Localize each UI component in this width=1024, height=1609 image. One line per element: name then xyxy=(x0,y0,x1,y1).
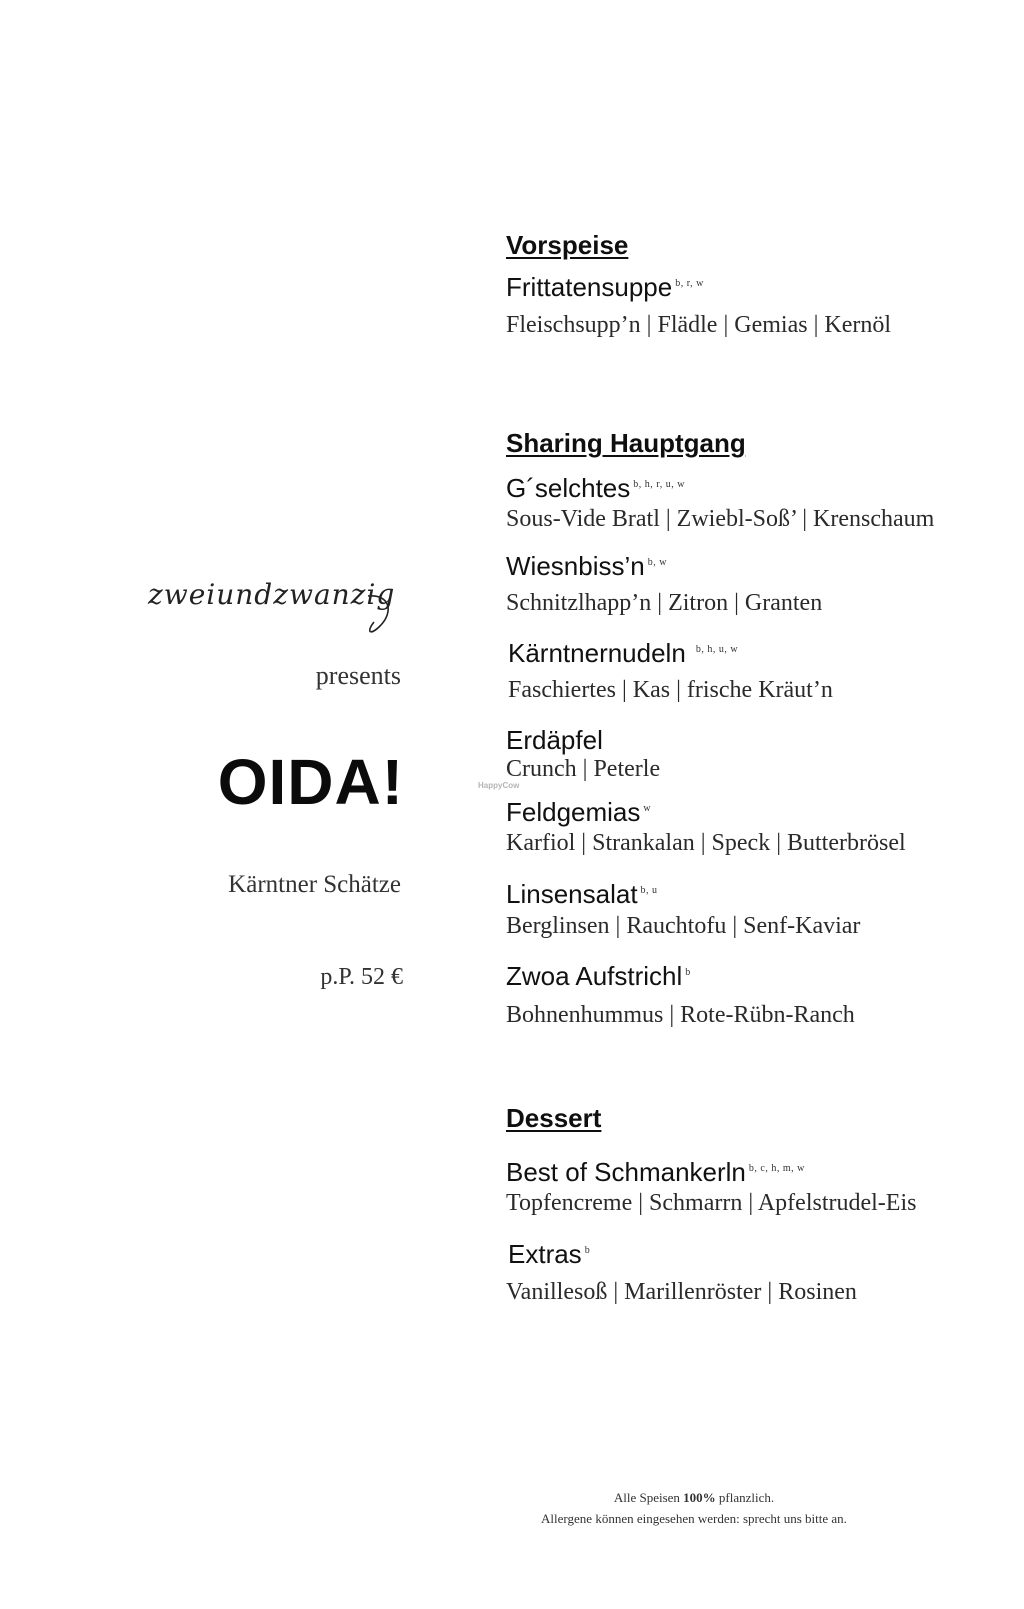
dish-name: Erdäpfel xyxy=(506,725,603,755)
footer-allergen-note: Allergene können eingesehen werden: sprecht uns bitte an. xyxy=(541,1511,847,1526)
section-heading-vorspeise: Vorspeise xyxy=(506,230,629,260)
dish-name: Kärntnernudeln $^{b, h, u, w}$ xyxy=(508,638,739,668)
presents-text: presents xyxy=(315,661,401,690)
allergen-codes: b, u xyxy=(640,885,658,897)
dish-name: Feldgemias $^w$ xyxy=(506,797,652,827)
allergen-codes: w xyxy=(643,803,652,815)
allergen-codes: b, r, w xyxy=(675,278,704,290)
watermark: HappyCow xyxy=(478,781,520,790)
dish-description: Schnitzlhapp’n | Zitron | Granten xyxy=(506,590,823,616)
brand-logo-flourish xyxy=(360,592,400,642)
footer-note: Alle Speisen 100% pflanzlich. xyxy=(613,1490,775,1505)
allergen-codes: b, c, h, m, w xyxy=(748,1163,805,1175)
dish-name: G´selchtes $^{b, h, r, u, w}$ xyxy=(506,473,685,503)
dish-name: Best of Schmankerln $^{b, c, h, m, w}$ xyxy=(506,1157,805,1187)
dish-description: Crunch | Peterle xyxy=(506,756,661,782)
allergen-codes: b, h, u, w xyxy=(695,644,739,656)
dish-description: Faschiertes | Kas | frische Kräut’n xyxy=(508,677,833,703)
dish-name: Frittatensuppe $^{b, r, w}$ xyxy=(506,272,704,302)
menu-subtitle: Kärntner Schätze xyxy=(228,871,401,898)
allergen-codes: b, w xyxy=(647,557,667,569)
dish-description: Bohnenhummus | Rote-Rübn-Ranch xyxy=(506,1002,855,1028)
dish-name: Linsensalat $^{b, u}$ xyxy=(506,879,658,909)
allergen-codes: b xyxy=(584,1245,591,1257)
dish-description: Fleischsupp’n | Flädle | Gemias | Kernöl xyxy=(506,312,892,338)
section-heading-hauptgang: Sharing Hauptgang xyxy=(506,428,746,458)
section-heading-dessert: Dessert xyxy=(506,1103,602,1133)
dish-description: Karfiol | Strankalan | Speck | Butterbrösel xyxy=(506,830,906,856)
dish-description: Berglinsen | Rauchtofu | Senf-Kaviar xyxy=(506,913,861,939)
dish-name: Zwoa Aufstrichl $^b$ xyxy=(506,961,691,991)
allergen-codes: b, h, r, u, w xyxy=(633,479,685,491)
dish-description: Topfencreme | Schmarrn | Apfelstrudel-Eis xyxy=(506,1190,917,1216)
allergen-codes: b xyxy=(685,967,691,979)
dish-description: Vanillesoß | Marillenröster | Rosinen xyxy=(506,1279,857,1305)
dish-name: Wiesnbiss’n $^{b, w}$ xyxy=(506,551,667,581)
dish-description: Sous-Vide Bratl | Zwiebl-Soß’ | Krenschaum xyxy=(506,506,935,532)
menu-title: OIDA! xyxy=(217,746,404,818)
brand-logo: zweiundzwanzig xyxy=(148,578,396,611)
menu-price: p.P. 52 € xyxy=(320,964,403,990)
dish-name: Extras $^b$ xyxy=(508,1239,591,1269)
